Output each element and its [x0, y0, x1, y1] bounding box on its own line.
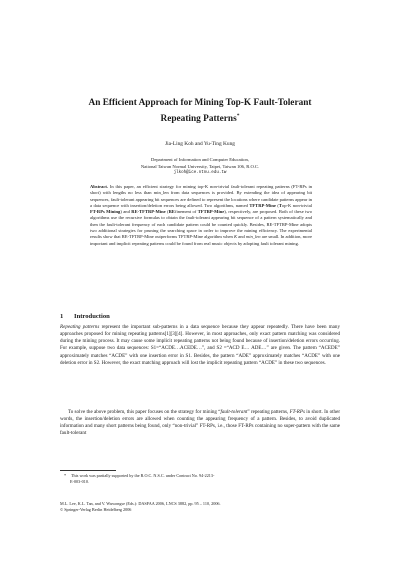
section-number: 1 — [60, 313, 64, 320]
footnote-divider — [60, 470, 116, 471]
abstract-minlen-var: min_len — [245, 234, 261, 240]
affiliation-line-2: National Taiwan Normal University, Taipei, Taiwan 106, R.O.C. — [140, 163, 260, 169]
footnote-text-2: E-003-010. — [70, 478, 89, 484]
citation-block — [60, 501, 340, 513]
citation-line-1: M.L. Lee, K.L. Tan, and V. Wuwongse (Eds.): DASFAA 2006, LNCS 3882, pp. 95 – 110, 2006. — [60, 501, 221, 506]
abstract-text-f: finement of — [174, 209, 198, 215]
intro-p2-emphasis-2: FT-RPs — [289, 409, 305, 415]
abstract — [90, 184, 312, 247]
abstract-algo2-expand2: TFTRP-Mine — [197, 209, 225, 215]
affiliation — [60, 157, 340, 177]
intro-p2-text-a: To solve the above problem, this paper focuses on the strategy for mining “ — [68, 409, 221, 415]
abstract-label: Abstract. — [90, 184, 109, 189]
abstract-text-b: ( — [275, 202, 279, 208]
footnote — [60, 473, 340, 485]
footnote-mark: * — [63, 473, 67, 478]
footnote-text-1: This work was partially supported by the R.O.C. N.S.C. under Contract No. 94-2213- — [70, 473, 215, 478]
abstract-algo1-expand: T — [278, 202, 282, 208]
abstract-algo1-expand2: FT-RPs Mining — [90, 209, 121, 215]
affiliation-line-1: Department of Information and Computer Education, — [151, 157, 249, 162]
paper-title — [60, 97, 340, 125]
section-heading — [60, 313, 110, 320]
title-line-2 — [60, 110, 340, 126]
abstract-text-g: ), respectively, are proposed. Both of these two algorithms use the recursive formulas to obtain the fault-tolerant appearing bit sequence of a pattern systematically and then the fault-tolerant frequency of each candidate pattern could be counted quickly. Besides, RE-TFTRP-Mine adopts two additional strategies for pruning the searching space in order to improve the mining efficiency. The experimental results show that RE-TFTRP-Mine outperforms TFTRP-Mine algorithm when — [90, 209, 312, 240]
intro-paragraph-2 — [60, 409, 340, 438]
abstract-text-i: are small. In addition, more important and implicit repeating patterns could be found from real music objects by adopting fault tolerant mining. — [90, 234, 313, 246]
abstract-algo1: TFTRP-Mine — [249, 202, 276, 208]
abstract-text-d: ) and — [120, 209, 132, 215]
intro-p1-text: represent the important sub-patterns in a data sequence because they appear repeatedly. There have been many approaches proposed for mining repeating patterns[1][3][4]. However, in most approaches, only exact pattern matching was considered during the mining process. It may cause some implicit repeating patterns not being found because of insertion/deletion errors occurring. For example, suppose two data sequences: S1=“ACDE…ACEDE…”, and S2 =“ACD E… ADE…” are given. The pattern “ACEDE” approximately matches “ACDE” with one insertion error in S1. Besides, the pattern “ADE” approximately matches “ACDE” with one deletion error in S2. However, the exact matching approach will lost the implicit repeating pattern “ACDE” in these two sequences. — [60, 324, 340, 366]
intro-p2-emphasis-1: fault-tolerant — [220, 409, 248, 415]
section-title: Introduction — [74, 313, 110, 320]
intro-p2-text-b: ” repeating patterns, — [247, 409, 290, 415]
title-footnote-mark: * — [236, 112, 240, 119]
intro-paragraph-1 — [60, 324, 340, 367]
author-email: jlkoh@ice.ntnu.edu.tw — [173, 171, 227, 175]
abstract-text-e: ( — [165, 209, 169, 215]
title-line-1: An Efficient Approach for Mining Top-K Fault-Tolerant — [88, 98, 312, 108]
abstract-k-var: K — [233, 234, 238, 240]
abstract-algo2-expand: RE — [168, 209, 175, 215]
abstract-text-a: In this paper, an efficient strategy for mining top-K non-trivial fault-tolerant repeating patterns (FT-RPs in short) with lengths no less than min_len from data sequences is provided. By extending the idea of appearing bit sequences, fault-tolerant appearing bit sequences are defined to represent the locations where candidate patterns appear in a data sequence with insertion/deletion errors being allowed. Two algorithms, named — [90, 184, 312, 208]
intro-p2-text-c: in short. In other words, the insertion/deletion errors are allowed when counting the appearing frequency of a pattern. Besides, to avoid duplicated information and many short patterns being found, only “non-trivial” FT-RPs, i.e., those FT-RPs containing no super-pattern with the same fault-tolerant — [60, 409, 340, 437]
citation-line-2: © Springer-Verlag Berlin Heidelberg 2006 — [60, 506, 132, 512]
abstract-text-c: op-K non-trivial — [281, 202, 312, 208]
title-line-2-text: Repeating Patterns — [160, 113, 237, 124]
authors: Jia-Ling Koh and Yu-Ting Kung — [165, 141, 235, 147]
abstract-algo2: RE-TFTRP-Mine — [131, 209, 166, 215]
intro-p1-emphasis: Repeating patterns — [60, 324, 100, 330]
abstract-text-h: and — [237, 234, 246, 240]
